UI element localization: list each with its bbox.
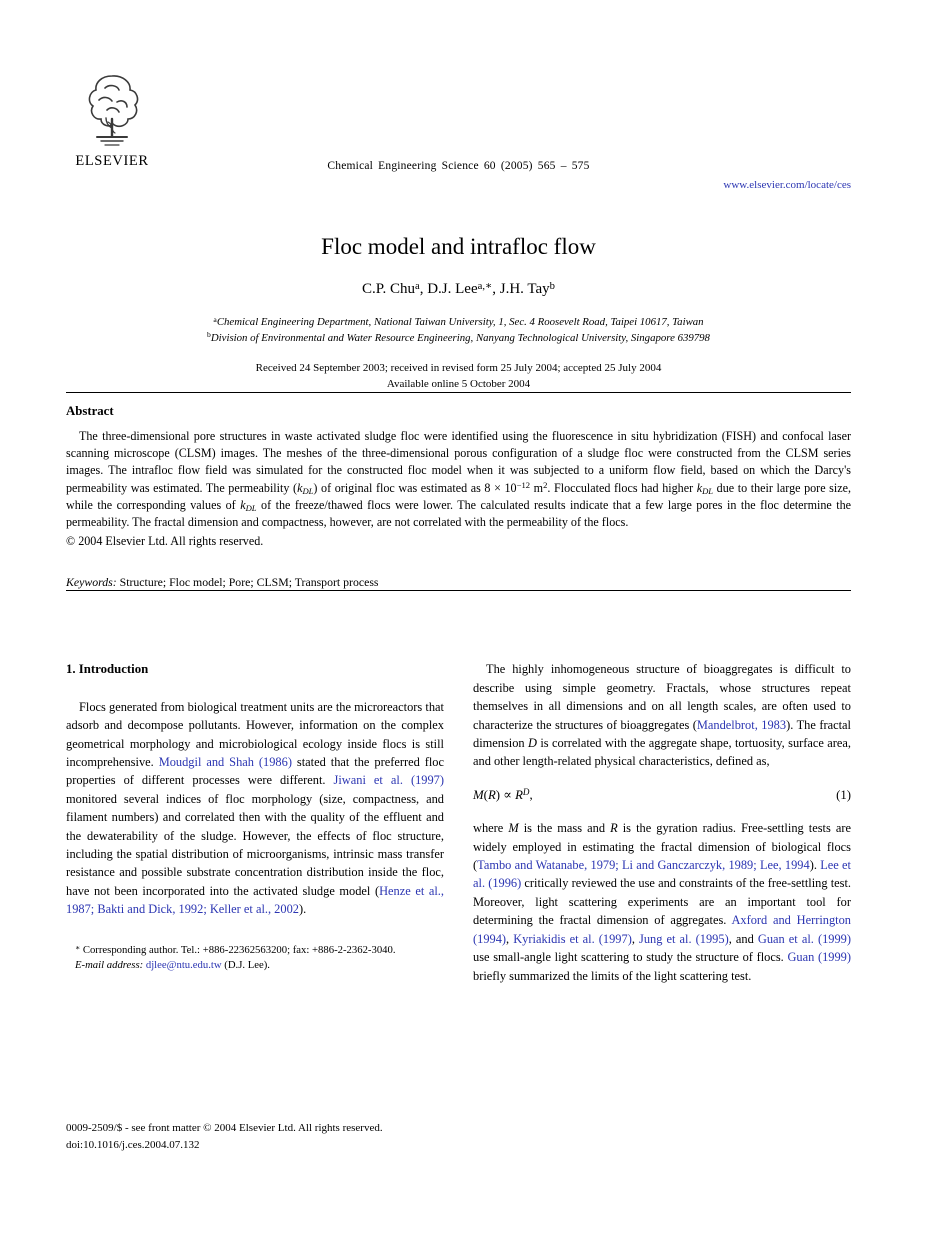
title-block [66,234,851,392]
footer-issn-line: 0009-2509/$ - see front matter © 2004 Elsevier Ltd. All rights reserved. [66,1122,383,1134]
affiliation-b: $^b$Division of Environmental and Water Resource Engineering, Nanyang Technological University, Singapore 639798 [207,330,710,344]
citation-link[interactable]: djlee@ntu.edu.tw [145,958,222,971]
right-column [473,660,851,985]
abstract-text: The three-dimensional pore structures in waste activated sludge floc were identified using the fluorescence in situ hybridization (FISH) and confocal laser scanning microscope (CLSM) images. The meshes of the three-dimensional porous configuration of a sludge floc were constructed from the CLSM series images. The intrafloc flow field was simulated for the constructed floc model when it was subjected to a uniform flow field, based on which the Darcy's permeability was estimated. The permeability $(k_{DL})$ of original floc was estimated as $8 \times 10^{-12}$ $m^2$. Flocculated flocs had higher $k_{DL}$ due to their large pore size, while the corresponding values of $k_{DL}$ of the freeze/thawed flocs were lower. The calculated results indicate that a few large pores in the floc determine the permeability. The fractal dimension and compactness, however, are not correlated with the permeability of the flocs. [66,429,852,530]
page-footer [66,1120,383,1154]
right-paragraph-1: The highly inhomogeneous structure of bioaggregates is difficult to describe using simple geometry. Fractals, whose structures repeat themselves in all dimensions and on all length scales, are often used to characterize the structures of bioaggregates (Mandelbrot, 1983). The fractal dimension D is correlated with the aggregate shape, tortuosity, surface area, and other length-related physical characteristics, defined as, [473,662,851,769]
citation-link[interactable]: Guan et al. (1999) [757,931,851,946]
citation-link[interactable]: Lee et al. (1996) [473,858,851,891]
keywords-line: Keywords: Structure; Floc model; Pore; CLSM; Transport process [66,575,379,590]
affiliations [66,315,851,346]
journal-title-line: Chemical Engineering Science 60 (2005) 565 – 575 [327,160,590,172]
citation-link[interactable]: Jung et al. (1995) [639,931,729,946]
equation-expression: $M(R) \propto R^D$, [473,787,533,802]
right-paragraph-2: where M is the mass and R is the gyration radius. Free-settling tests are widely employed in estimating the fractal dimension of biological flocs (Tambo and Watanabe, 1979; Li and Ganczarczyk, 1989; Lee, 1994). Lee et al. (1996) critically reviewed the use and constraints of the free-settling test. Moreover, light scattering experiments are an important tool for determining the fractal dimension of aggregates. Axford and Herrington (1994), Kyriakidis et al. (1997), Jung et al. (1995), and Guan et al. (1999) use small-angle light scattering to study the structure of flocs. Guan (1999) briefly summarized the limits of the light scattering test. [473,821,852,983]
journal-header [66,72,851,200]
author-footnote [66,943,444,973]
received-line: Received 24 September 2003; received in revised form 25 July 2004; accepted 25 July 2004 [255,362,662,374]
affiliation-a: $^a$Chemical Engineering Department, National Taiwan University, 1, Sec. 4 Roosevelt Road, Taipei 10617, Taiwan [213,314,704,328]
elsevier-logo [66,72,158,170]
abstract-heading: Abstract [66,404,114,418]
left-column [66,660,444,985]
article-title: Floc model and intrafloc flow [321,234,596,259]
citation-link[interactable]: Henze et al., 1987; Bakti and Dick, 1992; Keller et al., 2002 [66,883,444,917]
journal-site-link[interactable]: www.elsevier.com/locate/ces [723,179,851,191]
citation-link[interactable]: Axford and Herrington (1994) [473,913,851,946]
citation-link[interactable]: Moudgil and Shah (1986) [158,755,292,770]
body-columns [66,660,851,985]
citation-link[interactable]: Kyriakidis et al. (1997) [513,931,632,946]
available-online-line: Available online 5 October 2004 [386,378,531,390]
citation-link[interactable]: Tambo and Watanabe, 1979; Li and Ganczarczyk, 1989; Lee, 1994 [477,858,810,873]
abstract-section [66,404,851,590]
corresponding-author-note: ∗ Corresponding author. Tel.: +886-22362563200; fax: +886-2-2362-3040. [75,942,396,956]
publisher-wordmark: ELSEVIER [75,153,149,169]
footer-doi-line: doi:10.1016/j.ces.2004.07.132 [66,1139,200,1151]
email-note: E-mail address: djlee@ntu.edu.tw (D.J. Lee). [75,958,270,971]
equation-1 [473,786,851,804]
intro-heading: 1. Introduction [66,662,149,677]
copyright-line: © 2004 Elsevier Ltd. All rights reserved. [66,534,264,549]
journal-url-container [723,179,851,191]
article-history [66,360,851,392]
elsevier-tree-icon [79,72,145,150]
divider-abstract-top [66,392,851,393]
intro-paragraph: Flocs generated from biological treatment units are the microreactors that adsorb and decompose pollutants. However, information on the complex geometrical morphology and microbiological ecology inside flocs is still incomprehensive. Moudgil and Shah (1986) stated that the preferred floc properties of different processes were different. Jiwani et al. (1997) monitored several indices of floc morphology (size, compactness, and filament numbers) and correlated then with the quality of the effluent and the dewaterability of the sludge. However, the effects of floc structure, including the spatial distribution of microorganisms, intrinsic mass transfer resistance and possible substrate concentration distribution inside the floc, have not been incorporated into the activated sludge model (Henze et al., 1987; Bakti and Dick, 1992; Keller et al., 2002). [66,699,444,917]
authors-line: C.P. Chu$^a$, D.J. Lee$^{a,∗}$, J.H. Tay$^b$ [362,280,555,297]
divider-keywords-bottom [66,590,851,591]
citation-link[interactable]: Jiwani et al. (1997) [333,773,444,788]
citation-link[interactable]: Guan (1999) [787,950,851,965]
citation-link[interactable]: Mandelbrot, 1983 [696,717,787,732]
equation-number: (1) [836,787,851,802]
